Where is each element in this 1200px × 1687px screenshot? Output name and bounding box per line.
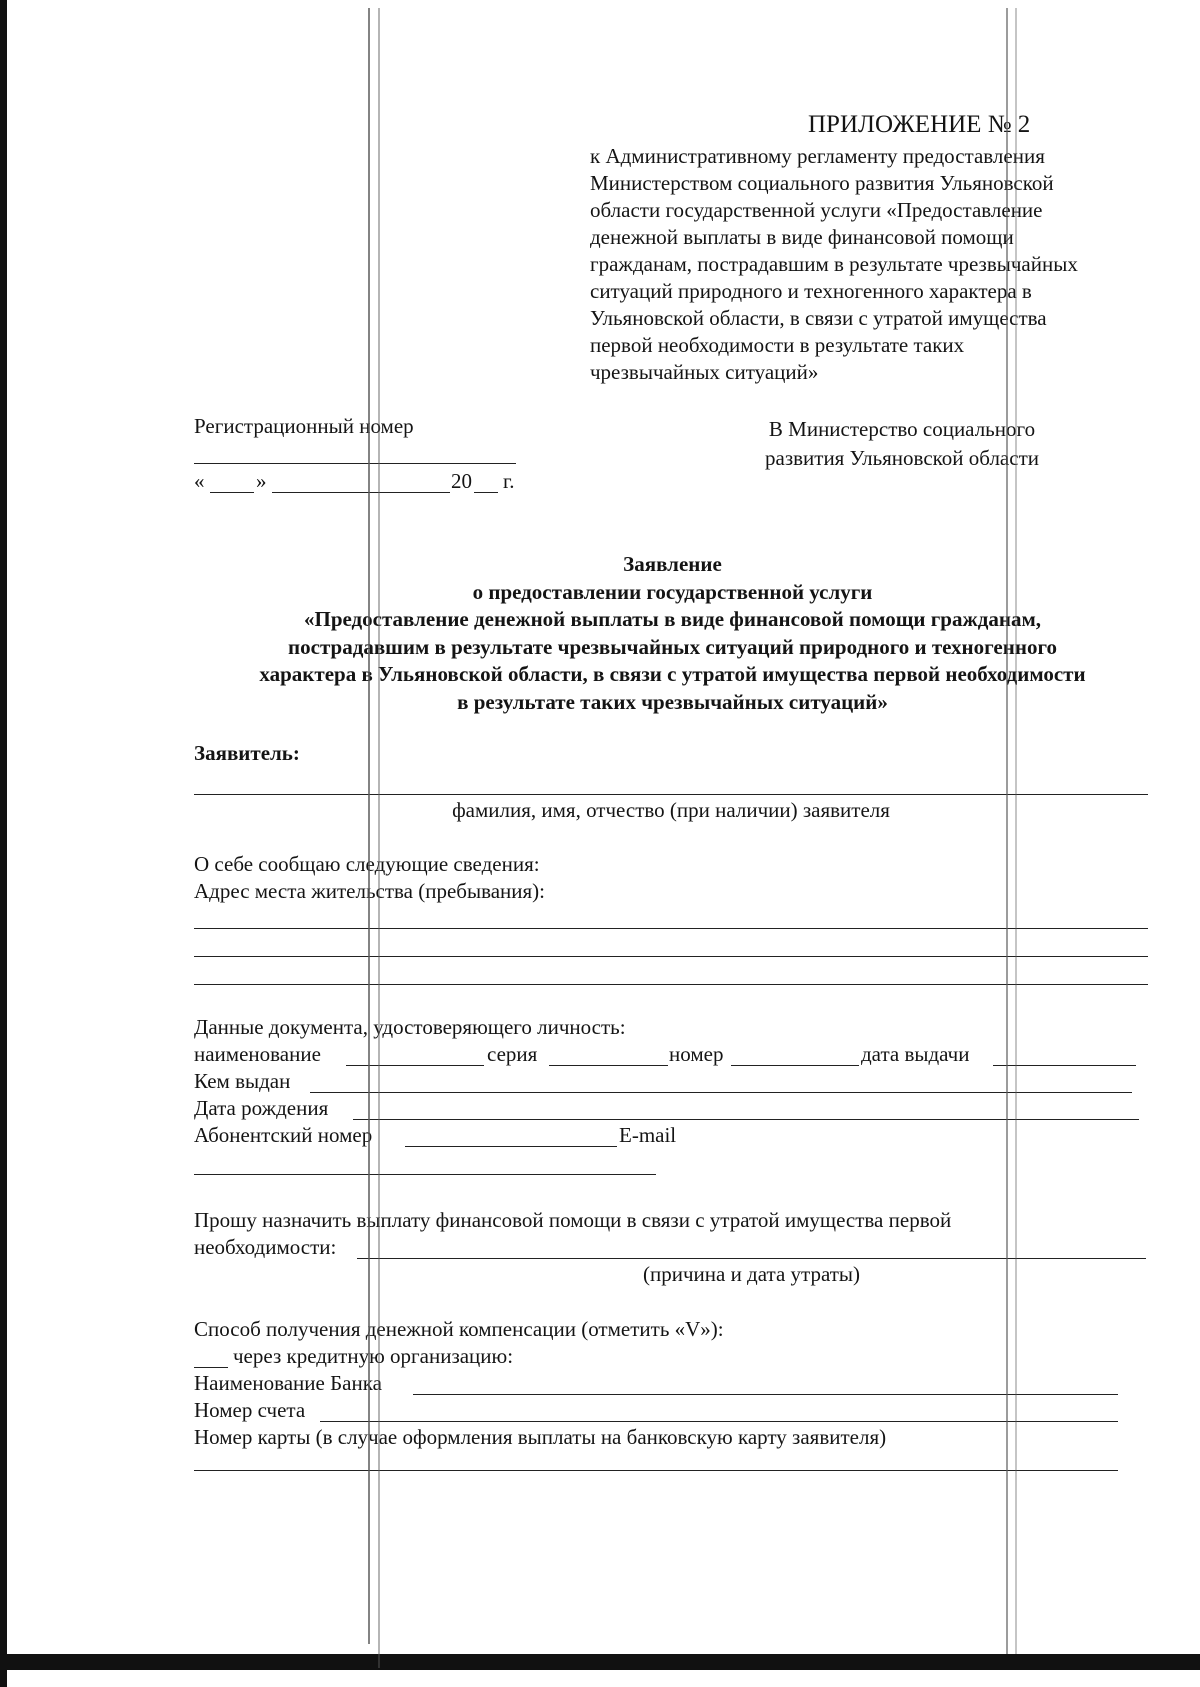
appendix-reference [590, 143, 1153, 386]
address-field-line-2[interactable] [194, 956, 1148, 957]
date-year-field[interactable] [474, 492, 498, 493]
address-field-line-3[interactable] [194, 984, 1148, 985]
addressee-line: развития Ульяновской области [765, 446, 1039, 470]
heading-title: Заявление [623, 552, 722, 576]
bank-name-label: Наименование Банка [194, 1371, 382, 1395]
birth-date-label: Дата рождения [194, 1096, 329, 1120]
application-heading [190, 551, 1155, 716]
email-field[interactable] [194, 1174, 656, 1175]
appendix-line: Ульяновской области, в связи с утратой имущества [590, 306, 1047, 330]
document-name-label: наименование [194, 1042, 321, 1066]
document-number-label: номер [669, 1042, 724, 1066]
account-number-label: Номер счета [194, 1398, 306, 1422]
appendix-line: ситуаций природного и техногенного характера в [590, 279, 1032, 303]
credit-org-label: через кредитную организацию: [233, 1344, 514, 1368]
document-name-field[interactable] [346, 1065, 484, 1066]
card-number-label: Номер карты (в случае оформления выплаты на банковскую карту заявителя) [194, 1425, 887, 1449]
addressee-line: В Министерство социального [768, 417, 1036, 441]
document-issue-date-label: дата выдачи [861, 1042, 970, 1066]
document-series-field[interactable] [549, 1065, 668, 1066]
date-month-field[interactable] [272, 492, 450, 493]
identity-document-title: Данные документа, удостоверяющего личность: [194, 1015, 626, 1039]
card-number-field[interactable] [194, 1470, 1118, 1471]
scan-fold-line [368, 8, 370, 1644]
address-label: Адрес места жительства (пребывания): [194, 879, 546, 903]
appendix-line: к Административному регламенту предоставления [590, 144, 1045, 168]
appendix-line: первой необходимости в результате таких [590, 333, 965, 357]
phone-number-label: Абонентский номер [194, 1123, 373, 1147]
heading-line: «Предоставление денежной выплаты в виде финансовой помощи гражданам, [303, 607, 1041, 631]
appendix-line: денежной выплаты в виде финансовой помощи [590, 225, 1014, 249]
heading-line: пострадавшим в результате чрезвычайных ситуаций природного и техногенного [288, 634, 1057, 659]
heading-line: о предоставлении государственной услуги [472, 579, 873, 604]
heading-line: характера в Ульяновской области, в связи с утратой имущества первой необходимости [259, 662, 1086, 686]
address-field-line-1[interactable] [194, 928, 1148, 929]
heading-line: в результате таких чрезвычайных ситуаций» [457, 689, 888, 714]
email-label: E-mail [619, 1123, 677, 1147]
scan-fold-line [1015, 8, 1017, 1654]
applicant-name-field[interactable] [194, 794, 1148, 795]
issued-by-field[interactable] [310, 1092, 1132, 1093]
appendix-line: чрезвычайных ситуаций» [590, 360, 819, 384]
applicant-label: Заявитель: [194, 741, 300, 765]
date-day-field[interactable] [210, 492, 254, 493]
date-quote-open: « [194, 469, 205, 493]
applicant-name-caption: фамилия, имя, отчество (при наличии) заявителя [452, 798, 890, 822]
payment-method-title: Способ получения денежной компенсации (отметить «V»): [194, 1317, 724, 1341]
credit-org-checkbox[interactable] [194, 1367, 228, 1368]
scan-left-edge [0, 0, 7, 1687]
registration-number-field[interactable] [194, 463, 516, 464]
about-intro: О себе сообщаю следующие сведения: [194, 852, 540, 876]
phone-number-field[interactable] [405, 1146, 617, 1147]
addressee [712, 415, 1092, 473]
bank-name-field[interactable] [413, 1394, 1118, 1395]
document-series-label: серия [487, 1042, 538, 1066]
registration-number-label: Регистрационный номер [194, 414, 414, 438]
request-text-continued: необходимости: [194, 1235, 337, 1259]
scan-fold-line [378, 8, 380, 1668]
date-year-prefix: 20 [451, 469, 472, 493]
appendix-title: ПРИЛОЖЕНИЕ № 2 [808, 111, 1031, 138]
appendix-line: гражданам, пострадавшим в результате чрезвычайных [590, 252, 1078, 276]
scan-fold-line [1006, 8, 1008, 1654]
account-number-field[interactable] [320, 1421, 1118, 1422]
date-year-suffix: г. [503, 469, 515, 493]
document-number-field[interactable] [731, 1065, 859, 1066]
loss-reason-field[interactable] [357, 1258, 1146, 1259]
appendix-line: Министерством социального развития Ульяновской [590, 171, 1054, 195]
issued-by-label: Кем выдан [194, 1069, 291, 1093]
appendix-line: области государственной услуги «Предоставление [590, 198, 1043, 222]
birth-date-field[interactable] [353, 1119, 1139, 1120]
scan-bottom-edge [0, 1654, 1200, 1670]
request-text: Прошу назначить выплату финансовой помощи в связи с утратой имущества первой [194, 1208, 952, 1232]
date-quote-close: » [256, 469, 267, 493]
loss-reason-caption: (причина и дата утраты) [642, 1262, 861, 1286]
